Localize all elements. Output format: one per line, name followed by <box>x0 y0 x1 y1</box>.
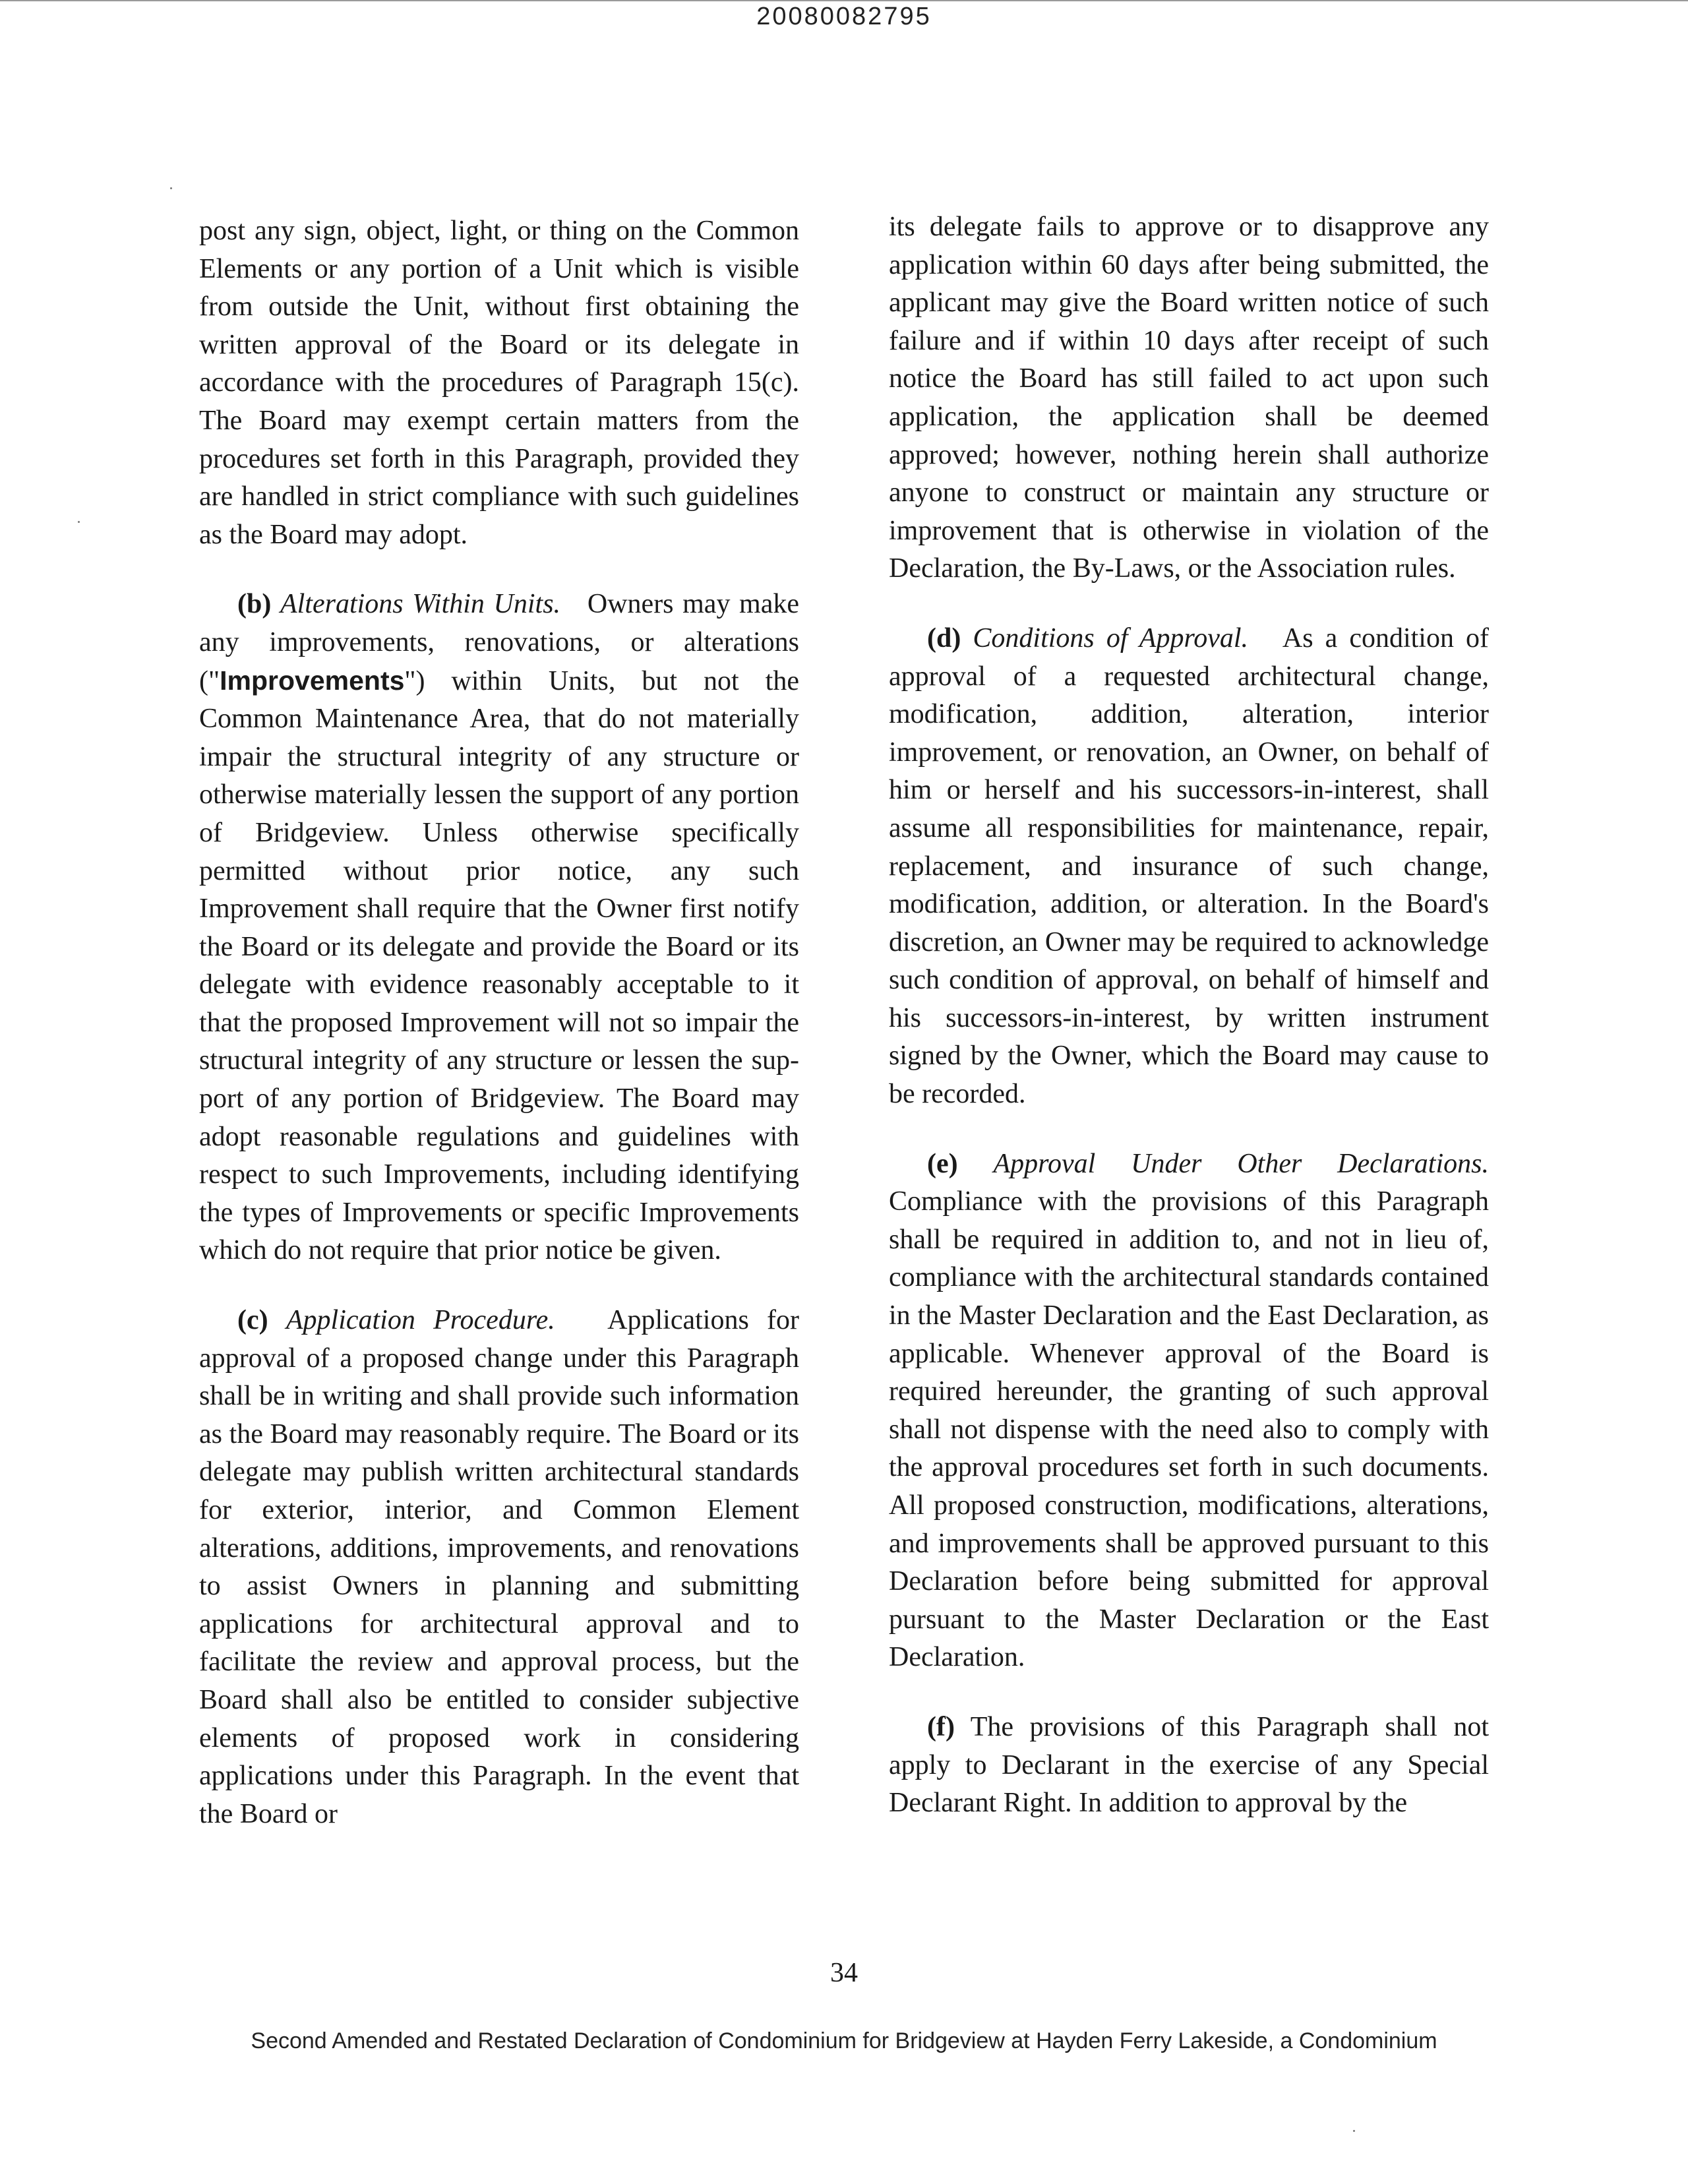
paragraph-d-mark: (d) <box>927 622 961 653</box>
footer-title: Second Amended and Restated Declaration of Condominium for Bridgeview at Hayden Ferry Lakeside, a Condominium <box>251 2028 1437 2053</box>
scan-speck <box>1353 2130 1355 2132</box>
right-column <box>889 208 1489 1823</box>
paragraph-f <box>889 1709 1489 1823</box>
paragraph-d-heading: Conditions of Approval. <box>973 622 1249 653</box>
paragraph-f-text: The provisions of this Paragraph shall not apply to Declarant in the exercise of any Special Declarant Right. In addition to approval by the <box>889 1711 1489 1819</box>
scan-speck <box>78 521 80 523</box>
defined-term-improvements: Improvements <box>220 665 405 696</box>
paragraph-continuation-right: its delegate fails to approve or to disapprove any application within 60 days after being submitted, the applicant may give the Board written notice of such failure and if within 10 days after receipt of such notice the Board has still failed to act upon such application, the application shall be deemed approved; however, nothing herein shall authorize anyone to construct or maintain any structure or improvement that is otherwise in violation of the Declaration, the By-Laws, or the Association rules. <box>889 212 1489 584</box>
paragraph-continuation: post any sign, object, light, or thing on the Common Elements or any portion of a Unit which is visible from outside the Unit, without first obtaining the written approval of the Board or its delegate in accordance with the procedures of Paragraph 15(c). The Board may exempt certain matters from the procedures set forth in this Paragraph, provided they are handled in strict compliance with such guidelines as the Board may adopt. <box>199 216 799 550</box>
document-number: 20080082795 <box>756 3 932 30</box>
paragraph-b-heading: Alterations Within Units. <box>280 589 561 620</box>
paragraph-e-mark: (e) <box>927 1148 958 1179</box>
paragraph-c <box>199 1302 799 1833</box>
paragraph-b-text-1: Owners may make any improvements, renovations, or alterations (" <box>199 589 800 696</box>
paragraph-d-text: As a condition of approval of a requested architectural change, modification, addition, alteration, interior improvement, or renovation, an Owner, on behalf of him or herself and his successors-in-interest, shall assume all responsibilities for maintenance, repair, replacement, and insurance of such change, modification, addition, or alteration. In the Board's discretion, an Owner may be required to acknowledge such condition of approval, on behalf of himself and his successors-in-interest, by written instrument signed by the Owner, which the Board may cause to be recorded. <box>889 622 1490 1110</box>
paragraph-e <box>889 1145 1489 1677</box>
paragraph-b <box>199 586 799 1270</box>
paragraph-c-mark: (c) <box>237 1305 268 1336</box>
paragraph-b-text-2: ") within Units, but not the Common Maintenance Area, that do not materially impair the structural integrity of any structure or otherwise materially lessen the support of any portion of Bridgeview. Unless otherwise specifically permitted without prior notice, any such Improvement shall require that the Owner first notify the Board or its delegate and provide the Board or its delegate with evidence reasonably acceptable to it that the proposed Improvement will not so impair the structural integrity of any structure or lessen the support of any portion of Bridgeview. The Board may adopt reasonable regulations and guidelines with respect to such Improvements, including identifying the types of Improvements or specific Improvements which do not require that prior notice be given. <box>199 665 799 1266</box>
paragraph-d <box>889 620 1489 1114</box>
left-column <box>199 212 799 1833</box>
paragraph-e-heading: Approval Under Other Declarations. <box>993 1148 1489 1179</box>
paragraph-f-mark: (f) <box>927 1711 955 1742</box>
paragraph-c-heading: Application Procedure. <box>286 1305 555 1336</box>
paragraph-e-text: Compliance with the provisions of this Paragraph shall be required in addition to, and not in lieu of, compliance with the architectural standards contained in the Master Declaration and the East Declaration, as applicable. Whenever approval of the Board is required hereunder, the granting of such approval shall not dispense with the need also to comply with the approval procedures set forth in such documents. All proposed construction, modifications, alterations, and improvements shall be approved pursuant to this Declaration before being submitted for approval pursuant to the Master Declaration or the East Declaration. <box>889 1186 1489 1673</box>
page-number: 34 <box>830 1958 858 1988</box>
paragraph-b-mark: (b) <box>237 589 272 620</box>
paragraph-c-text: Applications for approval of a proposed change under this Paragraph shall be in writing and shall provide such information as the Board may reasonably require. The Board or its delegate may publish written architectural standards for exterior, interior, and Common Element alterations, additions, improvements, and renovations to assist Owners in planning and submitting applications for architectural approval and to facilitate the review and approval process, but the Board shall also be entitled to consider subjective elements of proposed work in considering applications under this Paragraph. In the event that the Board or <box>199 1305 800 1829</box>
top-border-rule <box>0 0 1688 1</box>
scan-speck <box>170 187 172 189</box>
